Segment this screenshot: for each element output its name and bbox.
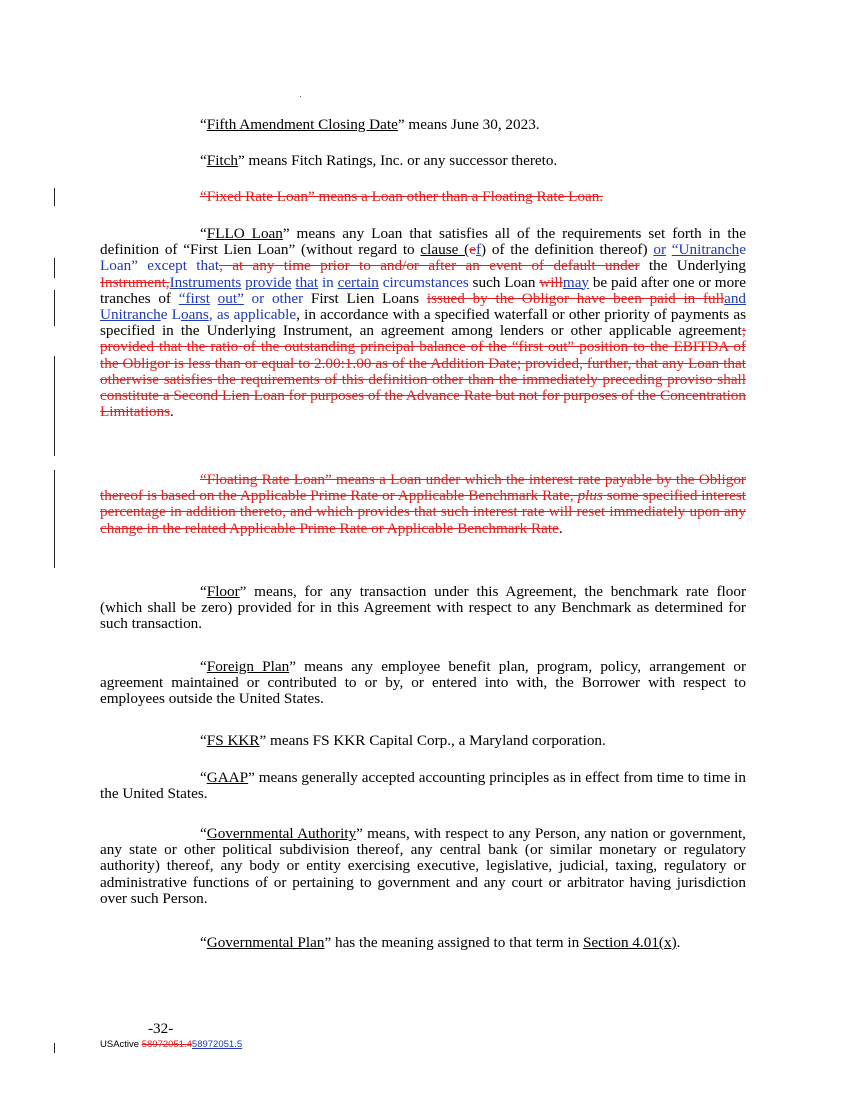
definition-governmental-plan: “Governmental Plan” has the meaning assigned to that term in Section 4.01(x). — [200, 934, 681, 951]
inserted-doc-id: 58972051.5 — [191, 1039, 243, 1050]
defined-term: GAAP — [206, 769, 249, 786]
deleted-text: e — [469, 241, 476, 259]
defined-term: Fifth Amendment Closing Date — [206, 116, 398, 133]
definition-foreign-plan: “Foreign Plan” means any employee benefit plan, program, policy, arrangement or agreement maintained or contributed to or by, or entered into with, the Borrower with respect to employees outside the United States. — [100, 658, 746, 708]
inserted-text: and — [724, 289, 747, 307]
inserted-text: circumstances — [378, 273, 469, 291]
defined-term: Foreign Plan — [206, 658, 290, 675]
stray-mark — [300, 96, 301, 97]
inserted-text: that — [295, 273, 319, 291]
definition-fitch: “Fitch” means Fitch Ratings, Inc. or any successor thereto. — [200, 152, 558, 169]
inserted-text: Instruments — [169, 273, 242, 291]
deleted-text: will — [539, 273, 563, 291]
deleted-text: “Floating Rate Loan” means a Loan under which the interest rate payable by the Obligor thereof is based on the Applicable Prime Rate or Applicable Benchmark Rate, — [100, 471, 746, 505]
defined-term: FS KKR — [206, 732, 260, 749]
deleted-text: Instrument, — [100, 273, 170, 291]
change-bar — [54, 188, 55, 206]
section-reference: Section 4.01(x) — [582, 934, 677, 951]
inserted-text: certain — [337, 273, 379, 291]
definition-floor: “Floor” means, for any transaction under this Agreement, the benchmark rate floor (which shall be zero) provided for in this Agreement with respect to any Benchmark as determined for such transaction. — [100, 583, 746, 633]
inserted-text: out” — [217, 289, 244, 307]
inserted-text: “first — [178, 289, 210, 307]
defined-term: Governmental Plan — [206, 934, 325, 951]
definition-floating-rate-loan-deleted: “Floating Rate Loan” means a Loan under which the interest rate payable by the Obligor thereof is based on the Applicable Prime Rate or Applicable Benchmark Rate, plus some specified interest percentage in addition thereto, and which provides that such interest rate will reset immediately upon any change in the related Applicable Prime Rate or Applicable Benchmark Rate. — [100, 471, 746, 537]
definition-fifth-amendment-closing-date: “Fifth Amendment Closing Date” means June 30, 2023. — [200, 116, 540, 133]
inserted-text: except that — [137, 257, 220, 275]
inserted-text: “Unitranch — [671, 241, 740, 259]
definition-fixed-rate-loan-deleted — [100, 189, 746, 205]
inserted-text: , as applicable — [208, 306, 297, 324]
change-bar — [54, 290, 55, 326]
page-number: -32- — [148, 1020, 174, 1037]
defined-term: Fitch — [206, 152, 238, 169]
change-bar — [54, 356, 55, 456]
inserted-text: oans — [180, 306, 209, 324]
inserted-text: e Loan” — [100, 241, 747, 275]
defined-term: FLLO Loan — [206, 225, 283, 242]
definition-gaap: “GAAP” means generally accepted accounting principles as in effect from time to time in the United States. — [100, 769, 746, 803]
document-footer: USActive 58972051.458972051.5 — [100, 1039, 243, 1050]
deleted-text: some specified interest percentage in addition thereto, and which provides that such interest rate will reset immediately upon any change in the related Applicable Prime Rate or Applicable Benchmark Rate — [100, 487, 746, 537]
inserted-text: Unitranch — [100, 306, 161, 324]
inserted-text: may — [562, 273, 590, 291]
inserted-text: in — [318, 273, 338, 291]
defined-term: Floor — [206, 583, 240, 600]
inserted-text: provide — [245, 273, 292, 291]
change-bar — [54, 470, 55, 568]
definition-fllo-loan: “FLLO Loan” means any Loan that satisfies all of the requirements set forth in the definition of “First Lien Loan” (without regard to clause (ef) of the definition thereof) or “Unitranche Loan” except that, at any time prior to and/or after an event of default under the Underlying Instrument,Instruments provide that in certain circumstances such Loan willmay be paid after one or more tranches of “first out” or other First Lien Loans issued by the Obligor have been paid in fulland Unitranche Loans, as applicable, in accordance with a specified waterfall or other priority of payments as specified in the Underlying Instrument, an agreement among lenders or other applicable agreement; provided that the ratio of the outstanding principal balance of the “first out” position to the EBITDA of the Obligor is less than or equal to 2.00:1.00 as of the Addition Date; provided, further, that any Loan that otherwise satisfies the requirements of this definition other than the immediately preceding proviso shall constitute a Second Lien Loan for purposes of the Advance Rate but not for purposes of the Concentration Limitations. — [100, 225, 747, 421]
inserted-text: f — [475, 241, 482, 259]
deleted-text: “Fixed Rate Loan” means a Loan other than a Floating Rate Loan. — [200, 188, 604, 205]
defined-term: Governmental Authority — [206, 825, 357, 842]
inserted-text: e L — [160, 306, 181, 324]
definition-governmental-authority: “Governmental Authority” means, with respect to any Person, any nation or government, any state or other political subdivision thereof, any central bank (or similar monetary or regulatory authority) thereof, any body or entity exercising executive, legislative, judicial, taxing, regulatory or administrative functions of or pertaining to government and any court or arbitrator having jurisdiction over such Person. — [100, 825, 746, 907]
inserted-text: or — [653, 241, 666, 259]
change-bar — [54, 258, 55, 278]
deleted-text: issued by the Obligor have been paid in full — [426, 289, 725, 307]
deleted-text: , at any time prior to and/or after an event of default under — [219, 257, 640, 275]
inserted-text: or other — [243, 289, 304, 307]
deleted-doc-id: 58972051.4 — [141, 1039, 192, 1050]
deleted-text: ; provided that the ratio of the outstanding principal balance of the “first out” position to the EBITDA of the Obligor is less than or equal to 2.00:1.00 as of the Addition Date; provided, further, that any Loan that otherwise satisfies the requirements of this definition other than the immediately preceding proviso shall constitute a Second Lien Loan for purposes of the Advance Rate but not for purposes of the Concentration Limitations — [100, 322, 746, 421]
change-bar — [54, 1043, 55, 1053]
deleted-text: plus — [577, 487, 603, 505]
definition-fs-kkr: “FS KKR” means FS KKR Capital Corp., a Maryland corporation. — [200, 732, 606, 749]
